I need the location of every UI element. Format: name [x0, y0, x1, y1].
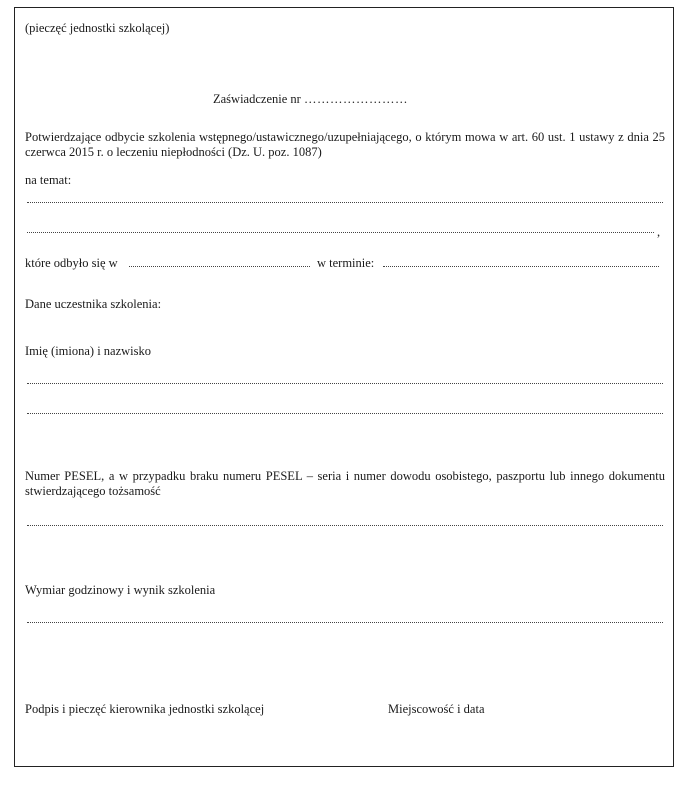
name-label: Imię (imiona) i nazwisko — [25, 344, 152, 358]
certificate-title-text: Zaświadczenie nr — [213, 92, 301, 106]
participant-section-label: Dane uczestnika szkolenia: — [25, 297, 162, 311]
date-label: w terminie: — [317, 256, 375, 270]
pesel-label: Numer PESEL, a w przypadku braku numeru PESEL – seria i numer dowodu osobistego, paszportu lub innego dokumentu stwierdzającego tożsamość — [25, 469, 665, 498]
certificate-title — [213, 92, 408, 106]
hours-line[interactable] — [27, 622, 663, 623]
name-line-1[interactable] — [27, 383, 663, 384]
topic-line-comma: , — [657, 225, 661, 239]
held-in-field[interactable] — [129, 266, 310, 267]
topic-line-1[interactable] — [27, 202, 663, 203]
certificate-form — [14, 7, 674, 767]
stamp-label: (pieczęć jednostki szkolącej) — [25, 21, 170, 35]
topic-label: na temat: — [25, 173, 72, 187]
held-in-label: które odbyło się w — [25, 256, 118, 270]
hours-label: Wymiar godzinowy i wynik szkolenia — [25, 583, 216, 597]
pesel-line[interactable] — [27, 525, 663, 526]
date-field[interactable] — [383, 266, 659, 267]
place-date-label: Miejscowość i data — [388, 702, 485, 716]
certificate-number-field[interactable]: …………………… — [303, 92, 408, 106]
confirmation-text: Potwierdzające odbycie szkolenia wstępnego/ustawicznego/uzupełniającego, o którym mowa w art. 60 ust. 1 ustawy z dnia 25 czerwca 2015 r. o leczeniu niepłodności (Dz. U. poz. 1087) — [25, 130, 665, 159]
name-line-2[interactable] — [27, 413, 663, 414]
signature-label: Podpis i pieczęć kierownika jednostki szkolącej — [25, 702, 265, 716]
topic-line-2[interactable] — [27, 232, 654, 233]
